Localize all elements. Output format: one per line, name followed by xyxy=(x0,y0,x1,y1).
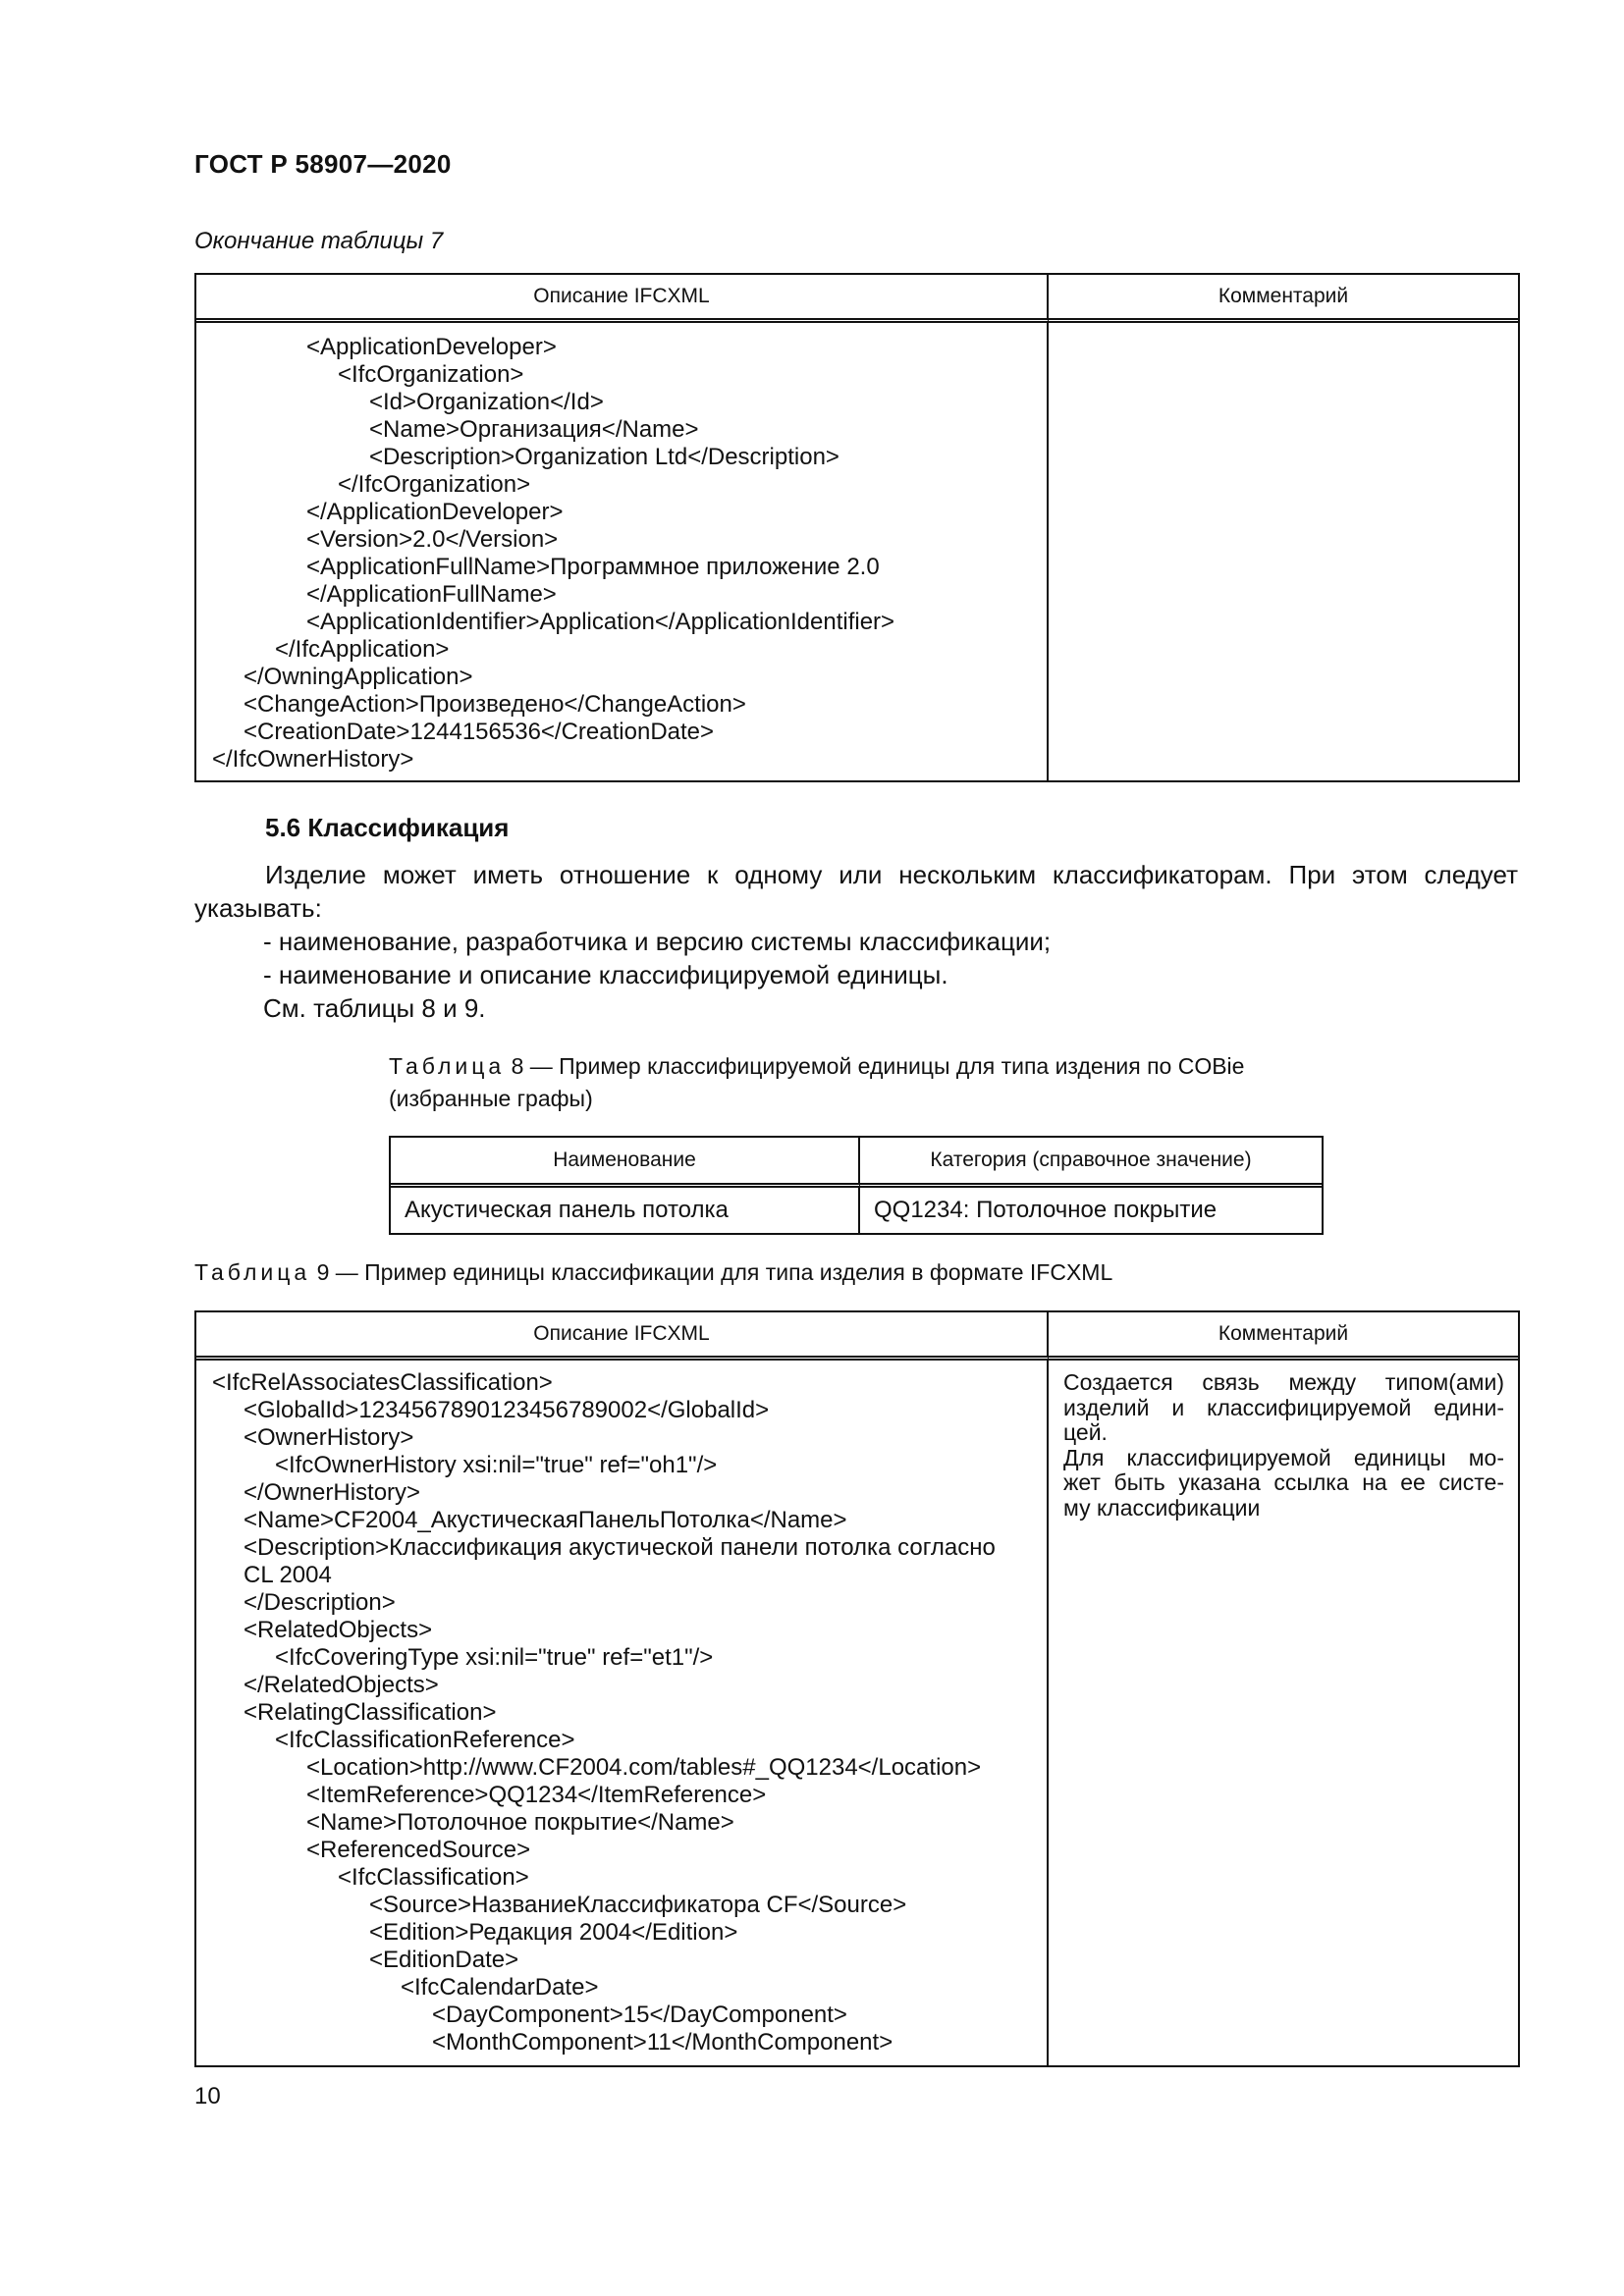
code-line: <IfcOwnerHistory xsi:nil="true" ref="oh1"/> xyxy=(275,1452,718,1478)
table8-caption-text: 8 — Пример классифицируемой единицы для типа издения по COBie xyxy=(505,1053,1245,1079)
code-line: </ApplicationDeveloper> xyxy=(306,499,564,525)
document-header: ГОСТ Р 58907—2020 xyxy=(194,149,452,179)
comment-line: му классификации xyxy=(1063,1494,1261,1521)
code-line: <Name>Организация</Name> xyxy=(369,416,699,443)
table9 xyxy=(194,1310,1520,2067)
section-title: 5.6 Классификация xyxy=(265,813,510,842)
table7-comment-cell xyxy=(1049,323,1518,780)
table8-caption-line2: (избранные графы) xyxy=(389,1086,593,1111)
table8 xyxy=(389,1136,1324,1235)
table8-cell-name: Акустическая панель потолка xyxy=(391,1188,860,1233)
code-line: <ItemReference>QQ1234</ItemReference> xyxy=(306,1782,767,1808)
code-line: <ApplicationDeveloper> xyxy=(306,334,557,360)
code-line: </IfcOwnerHistory> xyxy=(212,746,414,773)
code-line: <Description>Классификация акустической панели потолка согласно xyxy=(244,1534,996,1561)
code-line: <ReferencedSource> xyxy=(306,1837,531,1863)
see-tables-text: См. таблицы 8 и 9. xyxy=(263,993,486,1023)
code-line: </RelatedObjects> xyxy=(244,1672,439,1698)
table9-code-cell xyxy=(196,1361,1049,2065)
table8-header-category: Категория (справочное значение) xyxy=(860,1138,1322,1188)
code-line: <IfcCoveringType xsi:nil="true" ref="et1"/> xyxy=(275,1644,714,1671)
table8-label: Таблица xyxy=(389,1053,506,1079)
table7-caption: Окончание таблицы 7 xyxy=(194,228,444,254)
table9-label: Таблица xyxy=(194,1259,311,1285)
code-line: <Version>2.0</Version> xyxy=(306,526,559,553)
table7-code xyxy=(196,323,1047,774)
code-line: </IfcOrganization> xyxy=(338,471,531,498)
comment-line: Для классифицируемой единицы мо- xyxy=(1063,1444,1504,1470)
table9-comment-cell xyxy=(1049,1361,1518,2065)
code-line: <IfcClassificationReference> xyxy=(275,1727,575,1753)
code-line: <RelatingClassification> xyxy=(244,1699,497,1726)
code-line: <GlobalId>1234567890123456789002</GlobalId> xyxy=(244,1397,770,1423)
code-line: <ApplicationIdentifier>Application</ApplicationIdentifier> xyxy=(306,609,895,635)
table8-cell-category: QQ1234: Потолочное покрытие xyxy=(874,1197,1218,1223)
code-line: </IfcApplication> xyxy=(275,636,450,663)
table9-header-comment: Комментарий xyxy=(1049,1312,1518,1361)
page-number: 10 xyxy=(194,2083,221,2109)
code-line: <IfcRelAssociatesClassification> xyxy=(212,1369,553,1396)
list-item: - наименование и описание классифицируемой единицы. xyxy=(263,960,948,989)
list-item: - наименование, разработчика и версию системы классификации; xyxy=(263,927,1052,956)
code-line: CL 2004 xyxy=(244,1562,332,1588)
table9-code xyxy=(196,1361,1047,2056)
table8-caption xyxy=(389,1050,1244,1115)
table9-header-description: Описание IFCXML xyxy=(196,1312,1049,1361)
comment-line: Создается связь между типом(ами) xyxy=(1063,1369,1504,1395)
code-line: <ChangeAction>Произведено</ChangeAction> xyxy=(244,691,746,718)
code-line: <Id>Organization</Id> xyxy=(369,389,604,415)
code-line: <CreationDate>1244156536</CreationDate> xyxy=(244,719,715,745)
table7-code-cell xyxy=(196,323,1049,780)
table9-caption xyxy=(194,1259,1112,1286)
table7-header-comment: Комментарий xyxy=(1049,275,1518,323)
code-line: </Description> xyxy=(244,1589,396,1616)
code-line: <OwnerHistory> xyxy=(244,1424,414,1451)
section-intro-line1: Изделие может иметь отношение к одному или нескольким классификаторам. При этом следует xyxy=(265,860,1518,889)
code-line: <DayComponent>15</DayComponent> xyxy=(432,2002,847,2028)
code-line: <Location>http://www.CF2004.com/tables#_QQ1234</Location> xyxy=(306,1754,982,1781)
comment-line: цей. xyxy=(1063,1419,1108,1445)
code-line: <Name>CF2004_АкустическаяПанельПотолка</Name> xyxy=(244,1507,847,1533)
comment-line: жет быть указана ссылка на ее систе- xyxy=(1063,1469,1504,1495)
code-line: <Name>Потолочное покрытие</Name> xyxy=(306,1809,734,1836)
table7-header-description: Описание IFCXML xyxy=(196,275,1049,323)
code-line: <MonthComponent>11</MonthComponent> xyxy=(432,2029,893,2056)
table7 xyxy=(194,273,1520,782)
code-line: <EditionDate> xyxy=(369,1947,519,1973)
code-line: </OwningApplication> xyxy=(244,664,473,690)
section-intro-line2: указывать: xyxy=(194,893,322,923)
code-line: <RelatedObjects> xyxy=(244,1617,433,1643)
code-line: <IfcClassification> xyxy=(338,1864,529,1891)
code-line: <IfcOrganization> xyxy=(338,361,524,388)
code-line: <Edition>Редакция 2004</Edition> xyxy=(369,1919,738,1946)
table9-caption-text: 9 — Пример единицы классификации для типа изделия в формате IFCXML xyxy=(310,1259,1113,1285)
code-line: <Source>НазваниеКлассификатора CF</Source> xyxy=(369,1892,907,1918)
code-line: <Description>Organization Ltd</Description> xyxy=(369,444,839,470)
code-line: </OwnerHistory> xyxy=(244,1479,421,1506)
table-row xyxy=(391,1188,1322,1233)
code-line: </ApplicationFullName> xyxy=(306,581,557,608)
table8-header-name: Наименование xyxy=(391,1138,860,1188)
code-line: <IfcCalendarDate> xyxy=(401,1974,599,2001)
comment-line: изделий и классифицируемой едини- xyxy=(1063,1394,1504,1420)
table9-comment xyxy=(1049,1361,1518,1521)
code-line: <ApplicationFullName>Программное приложение 2.0 xyxy=(306,554,880,580)
